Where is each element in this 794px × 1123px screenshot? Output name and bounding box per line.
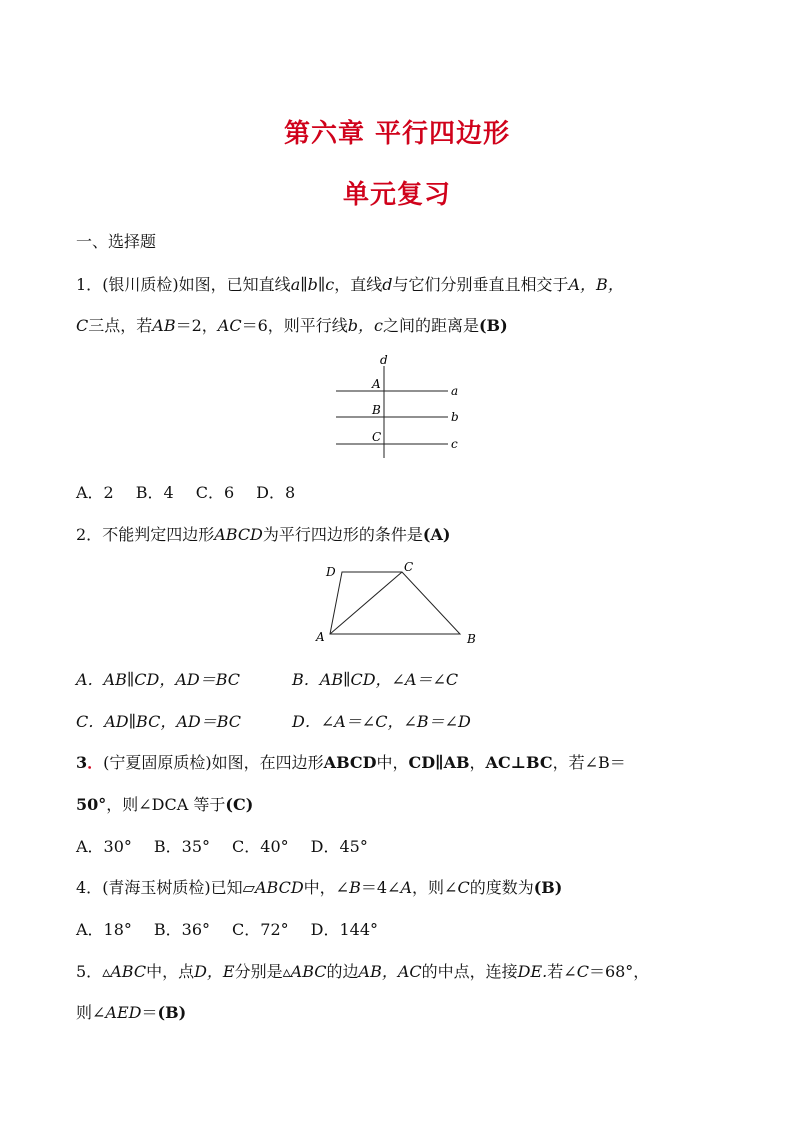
q3-line-1: 3．(宁夏固原质检)如图，在四边形ABCD中，CD∥AB，AC⊥BC，若∠B＝ [76, 753, 626, 772]
label-D: D [326, 565, 336, 579]
q3-option-a[interactable]: A．30° [76, 837, 132, 856]
q4-option-c[interactable]: C．72° [232, 920, 289, 939]
q2-figure [310, 555, 490, 650]
q2-options-row-2 [76, 712, 726, 732]
q1-option-a[interactable]: A．2 [76, 483, 114, 502]
label-b: b [451, 410, 459, 424]
q1-answer: (B) [478, 316, 508, 335]
q5-line-2: 则∠AED＝(B) [76, 1003, 187, 1022]
q4-option-d[interactable]: D．144° [310, 920, 379, 939]
q4-option-b[interactable]: B．36° [153, 920, 211, 939]
q2-option-a[interactable]: A．AB∥CD，AD＝BC [76, 670, 241, 689]
q5-line-1: 5．▵ABC中，点D，E分别是▵ABC的边AB，AC的中点，连接DE.若∠C＝68°， [76, 962, 650, 981]
label-A: A [372, 377, 381, 391]
q1-option-b[interactable]: B．4 [135, 483, 174, 502]
q4-line-1: 4．(青海玉树质检)已知▱ABCD中，∠B＝4∠A，则∠C的度数为(B) [76, 878, 563, 897]
q1-line-1: 1．(银川质检)如图，已知直线a∥b∥c，直线d与它们分别垂直且相交于A，B， [76, 275, 624, 294]
label-B: B [467, 632, 476, 646]
label-A: A [316, 630, 325, 644]
q2-line-1: 2．不能判定四边形ABCD为平行四边形的条件是(A) [76, 525, 451, 544]
q3-option-b[interactable]: B．35° [153, 837, 211, 856]
label-C: C [372, 430, 382, 444]
q2-answer: (A) [422, 525, 451, 544]
label-c: c [451, 437, 458, 451]
q2-option-d[interactable]: D．∠A＝∠C，∠B＝∠D [292, 712, 471, 731]
diagonal-ac [330, 572, 402, 634]
q1-options [76, 483, 726, 503]
q5-answer: (B) [157, 1003, 187, 1022]
q3-option-c[interactable]: C．40° [232, 837, 289, 856]
section-heading: 一、选择题 [76, 232, 157, 251]
q3-line-2: 50°，则∠DCA 等于(C) [76, 795, 254, 814]
q4-option-a[interactable]: A．18° [76, 920, 132, 939]
q1-option-c[interactable]: C．6 [195, 483, 235, 502]
label-C: C [404, 560, 414, 574]
q4-options [76, 920, 726, 940]
q3-answer: (C) [225, 795, 254, 814]
q1-figure [330, 350, 470, 462]
trapezoid-abcd [330, 572, 460, 634]
chapter-subtitle: 单元复习 [342, 180, 451, 210]
label-d: d [380, 353, 388, 367]
chapter-title: 第六章 平行四边形 [283, 119, 511, 149]
q1-option-d[interactable]: D．8 [256, 483, 296, 502]
q3-options [76, 837, 726, 857]
label-a: a [451, 384, 459, 398]
q2-option-c[interactable]: C．AD∥BC，AD＝BC [76, 712, 241, 731]
q2-options-row-1 [76, 670, 726, 690]
label-B: B [372, 403, 381, 417]
q2-option-b[interactable]: B．AB∥CD，∠A＝∠C [292, 670, 459, 689]
q3-option-d[interactable]: D．45° [310, 837, 368, 856]
q1-line-2: C三点，若AB＝2，AC＝6，则平行线b，c之间的距离是(B) [76, 316, 508, 335]
q4-answer: (B) [533, 878, 563, 897]
